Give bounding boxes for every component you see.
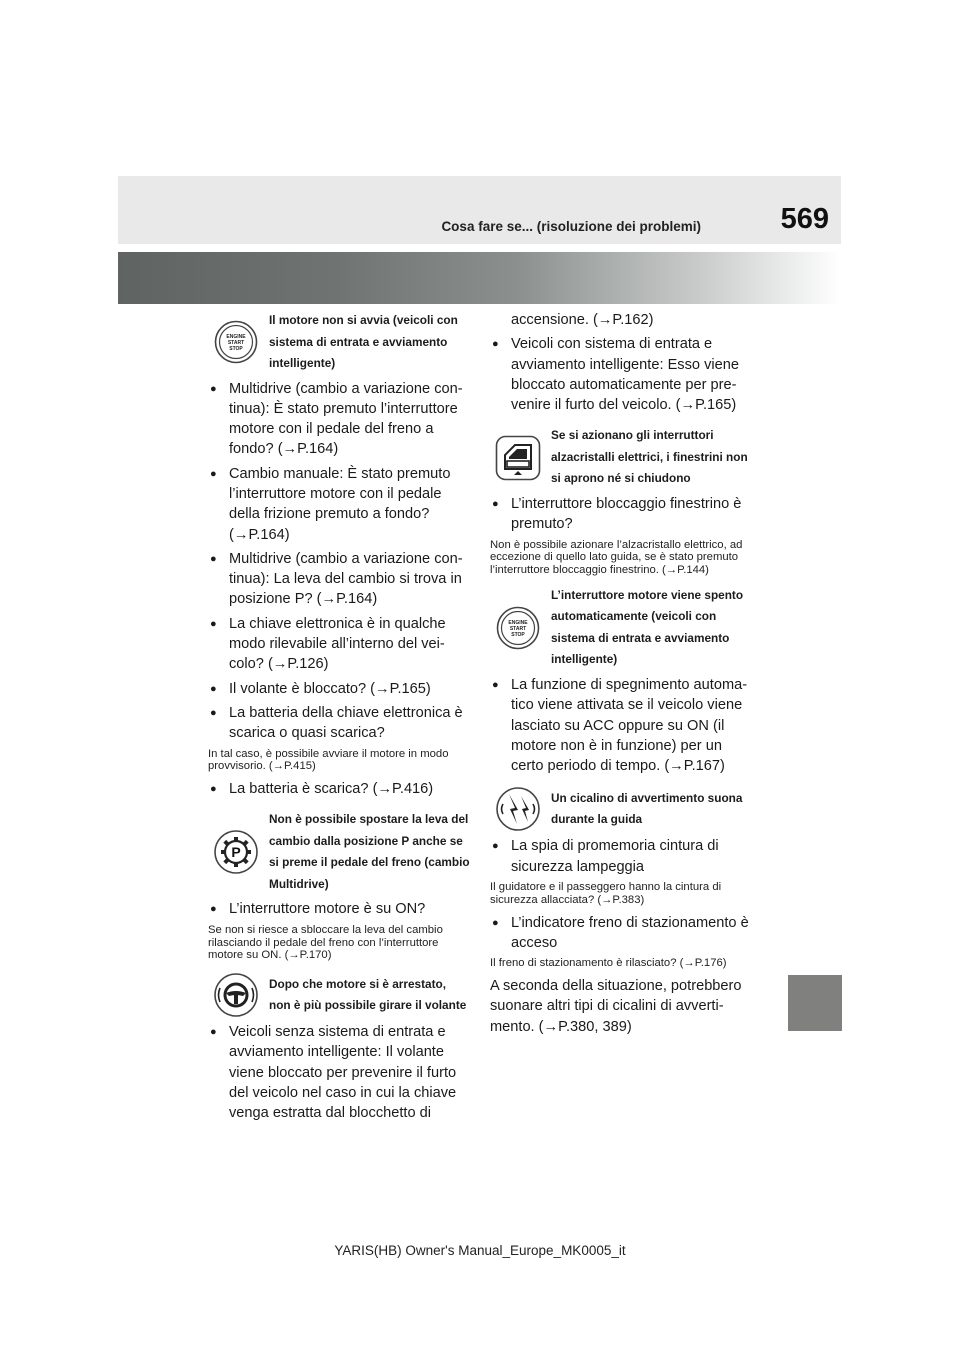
start-icon-line-3: STOP	[511, 631, 525, 638]
footer-manual-id: YARIS(HB) Owner's Manual_Europe_MK0005_it	[334, 1243, 626, 1258]
auto-off-bullet: ● La funzione di spegnimento automatico viene attivata se il veicolo viene lasciato su ACC oppure su ON (il motore non è in funzione) per un certo periodo di tempo. (→P.167)	[490, 675, 752, 776]
bullet-item: ● La chiave elettronica è in qualche modo rilevabile all’interno del veicolo? (→P.126)	[208, 614, 470, 675]
right-column	[490, 308, 752, 1039]
chapter-side-tab	[788, 975, 842, 1031]
steering-continuation: accensione. (→P.162)	[511, 312, 654, 328]
steering-bullet-2: ● Veicoli con sistema di entrata e avviamento intelligente: Esso viene bloccato automaticamente per prevenire il furto del veicolo. (→P.165)	[490, 334, 752, 415]
start-icon-line-1: ENGINE	[508, 619, 528, 626]
engine-start-stop-icon	[213, 319, 259, 365]
shift-lever-heading-text: Non è possibile spostare la leva del cambio dalla posizione P anche se si preme il pedale del freno (cambio Multidrive)	[269, 812, 470, 891]
bullet-item: ● Il volante è bloccato? (→P.165)	[208, 679, 470, 699]
parking-brake-note: Il freno di stazionamento è rilasciato? (→P.176)	[490, 957, 727, 970]
final-paragraph: A seconda della situazione, potrebbero suonare altri tipi di cicalini di avvertimento. (→P.380, 389)	[490, 978, 742, 1035]
left-column	[208, 308, 470, 1128]
start-icon-line-1: ENGINE	[226, 334, 246, 341]
window-bullet: ● L’interruttore bloccaggio finestrino è premuto?	[490, 494, 752, 535]
shift-lock-gear-icon	[213, 829, 259, 875]
engine-note: In tal caso, è possibile avviare il motore in modo provvisorio. (→P.415)	[208, 747, 449, 773]
warning-buzzer-heading-text: Un cicalino di avvertimento suona durante la guida	[551, 790, 743, 827]
bullet-item: ● La batteria della chiave elettronica è scarica o quasi scarica?	[208, 703, 470, 744]
steering-wheel-lock-icon	[213, 972, 259, 1018]
engine-start-heading	[208, 310, 470, 375]
warning-buzzer-icon	[495, 786, 541, 832]
bullet-item: ● Cambio manuale: È stato premuto l’interruttore motore con il pedale della frizione premuto a fondo? (→P.164)	[208, 464, 470, 545]
window-note: Non è possibile azionare l’alzacristallo elettrico, ad eccezione di quello lato guida, se è stato premuto l’interruttore bloccaggio finestrino. (→P.144)	[490, 538, 743, 577]
power-window-heading	[490, 425, 752, 490]
shift-lever-heading	[208, 809, 470, 895]
shift-bullet: ● L’interruttore motore è su ON?	[208, 899, 470, 919]
steering-lock-heading	[208, 972, 470, 1018]
section-title: Cosa fare se... (risoluzione dei problemi)	[441, 219, 701, 234]
power-window-heading-text: Se si azionano gli interruttori alzacristalli elettrici, i finestrini non si aprono né si chiudono	[551, 428, 748, 486]
bullet-item: ● Multidrive (cambio a variazione continua): È stato premuto l’interruttore motore con il pedale del freno a fondo? (→P.164)	[208, 379, 470, 460]
page-number: 569	[780, 203, 829, 235]
page-header	[118, 176, 841, 244]
header-gradient-band	[118, 252, 841, 304]
shift-icon-letter: P	[231, 844, 241, 861]
engine-start-stop-icon	[495, 605, 541, 651]
start-icon-line-3: STOP	[229, 346, 243, 353]
auto-off-heading-text: L’interruttore motore viene spento automaticamente (veicoli con sistema di entrata e avviamento intelligente)	[551, 587, 744, 667]
warning-buzzer-heading	[490, 786, 752, 832]
bullet-item: ● L’indicatore freno di stazionamento è acceso	[490, 913, 752, 954]
bullet-item: ● Multidrive (cambio a variazione continua): La leva del cambio si trova in posizione P? (→P.164)	[208, 549, 470, 610]
start-icon-line-2: START	[509, 625, 527, 632]
shift-note: Se non si riesce a sbloccare la leva del cambio rilasciando il pedale del freno con l’interruttore motore su ON. (→P.170)	[208, 923, 443, 962]
engine-start-heading-text: Il motore non si avvia (veicoli con sistema di entrata e avviamento intelligente)	[269, 313, 458, 370]
battery-bullet: ● La batteria è scarica? (→P.416)	[208, 779, 470, 799]
steering-bullet: ● Veicoli senza sistema di entrata e avviamento intelligente: Il volante viene bloccato per prevenire il furto del veicolo nel caso in cui la chiave venga estratta dal blocchetto di	[208, 1022, 470, 1123]
steering-lock-heading-text: Dopo che motore si è arrestato, non è più possibile girare il volante	[269, 976, 467, 1013]
bullet-item: ● La spia di promemoria cintura di sicurezza lampeggia	[490, 836, 752, 877]
start-icon-line-2: START	[227, 340, 245, 347]
auto-off-heading	[490, 585, 752, 671]
window-lock-icon	[495, 435, 541, 481]
seatbelt-note: Il guidatore e il passeggero hanno la cintura di sicurezza allacciata? (→P.383)	[490, 881, 722, 906]
